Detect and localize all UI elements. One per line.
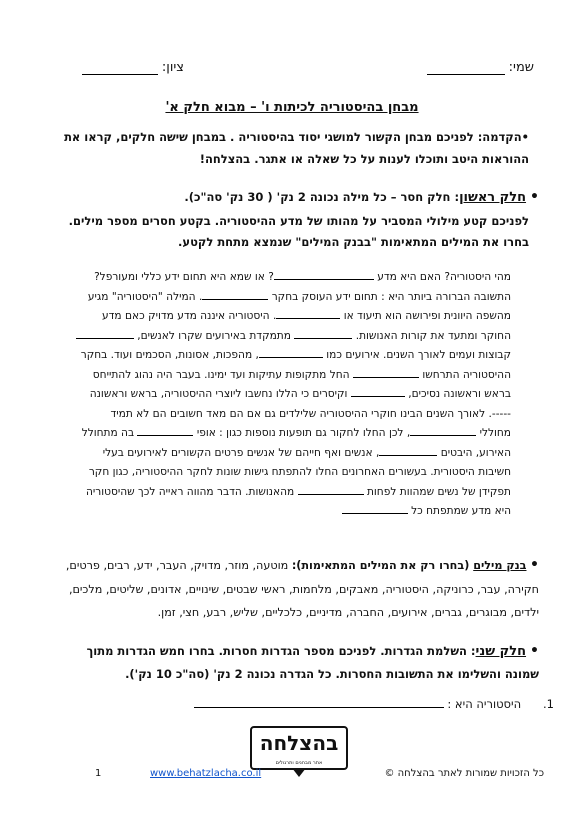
cloze-paragraph [71, 268, 511, 522]
intro-text: •הקדמה: לפניכם מבחן הקשור למושגי יסוד בהיסטוריה . במבחן שישה חלקים, קראו את ההוראות היטב ותוכלו לענות על כל שאלה או אתגר. בהצלחה! [64, 130, 529, 166]
blank-13[interactable] [342, 503, 408, 514]
part1-label: חלק ראשון [459, 190, 527, 205]
part2-label: חלק שני [475, 644, 527, 659]
para-text: היא מדע שמתפתח כל [411, 505, 511, 517]
para-text: , מהפכות, אסונות, הסכמים ועוד. בחקר [80, 349, 259, 361]
question-1-text: היסטוריה היא : [447, 697, 522, 711]
word-bank [49, 554, 539, 625]
word-bank-title: בנק מילים [473, 559, 527, 572]
para-text: התשובה הברורה ביותר היא : תחום ידע העוסק בחקר [271, 290, 511, 303]
part1-instructions: לפניכם קטע מילולי המסביר על מהותו של מדע ההיסטוריה. בקטע חסרים מספר מילים. בחרו את המילים המתאימות "בבנק המילים" שנמצא מתחת לקטע. [68, 214, 529, 249]
part2-bullet: • [530, 643, 539, 659]
para-text: ההיסטוריה התרחשו [422, 368, 511, 381]
para-text: תפקידן של נשים שמהוות לפחות [366, 485, 511, 498]
para-text: חשיבות היסטורית. בעשורים האחרונים החלו להתפתח גישות שונות לחקר ההיסטוריה, כגון חקר [88, 466, 511, 478]
para-text: , לכן החלו לחקור גם תופעות נוספות כגון : אופי [196, 427, 411, 439]
blank-12[interactable] [298, 484, 364, 495]
para-text: מהי היסטוריה? האם היא מדע [377, 271, 511, 283]
para-text: בה מתחולל [81, 427, 135, 439]
para-text: ? או שמא היא תחום ידע כללי ומעורפל? [94, 271, 274, 283]
para-text: מתמקדת באירועים שקרו לאנשים, [137, 329, 291, 342]
name-label: שמי: [508, 60, 534, 75]
para-text: החל מתקופות עתיקות ועד ימינו. בעבר היה נהוג להתייחס [92, 368, 350, 381]
para-text: קבוצות ועמים לאורך השנים. אירועים כמו [326, 349, 511, 361]
para-text: מהשפה היוונית ופירושה הוא תיעוד או [343, 310, 511, 322]
grade-field[interactable] [82, 60, 184, 75]
blank-6[interactable] [259, 347, 323, 358]
part1-heading-rest: : חלק חסר – כל מילה נכונה 2 נק' ( 30 נק' סה"כ). [184, 190, 460, 204]
part2-rest: : השלמת הגדרות. לפניכם מספר הגדרות חסרות. בחרו חמש הגדרות מתוך שמונה והשלימו את התשובות החסרות. כל הגדרה נכונה 2 נק' (סה"כ 10 נק'). [86, 644, 539, 681]
part1-bullet: • [530, 189, 539, 205]
word-bank-words: מוטעה, מוזר, מדויק, העבר, ידע, רבים, פרטים, חקירה, עבר, כרוניקה, היסטוריה, מאבקים, מלחמות, ראשי שבטים, שינויים, אדונים, שליטים, מלכים, ילדים, מבוגרים, גברים, אירועים, החברה, מדיניים, כלכליים, שליש, רבע, חצי, זמן. [65, 559, 539, 619]
word-bank-bullet: • [530, 557, 539, 573]
blank-4[interactable] [294, 328, 352, 339]
footer-link[interactable]: www.behatzlacha.co.il [150, 768, 262, 779]
logo-text: בהצלחה [259, 731, 339, 755]
para-text: מחוללי [479, 427, 511, 439]
blank-8[interactable] [351, 386, 405, 397]
grade-line[interactable] [82, 62, 158, 75]
question-1-answer-line[interactable] [194, 697, 444, 708]
question-1-number: 1. [543, 697, 554, 711]
para-text: , אנשים ואף חייהם של אנשים פרטים הקשורים לאירועים בעלי [102, 446, 380, 459]
logo-subtitle: אתר מבחנים ותרגולים [275, 760, 323, 766]
part2-heading [49, 640, 539, 685]
blank-5[interactable] [76, 328, 134, 339]
part1-heading [49, 186, 539, 209]
para-text: האירוע, היבטים [440, 446, 511, 459]
brand-logo [250, 726, 348, 770]
blank-2[interactable] [202, 289, 268, 300]
para-text: מהאנושות. הדבר מהווה ראייה לכך שהיסטוריה [85, 485, 295, 498]
blank-7[interactable] [353, 367, 419, 378]
para-text: החוקר ומתעד את קורות האנושות. [355, 329, 511, 342]
blank-11[interactable] [379, 445, 437, 456]
footer-rights: כל הזכויות שמורות לאתר בהצלחה © [384, 768, 544, 779]
para-text: בראש וראשונה נסיכים, [408, 388, 511, 400]
page-number: 1 [95, 768, 102, 779]
para-text: וקיסרים כי הללו נחשבו ליוצרי ההיסטוריה, בראש וראשונה [89, 388, 348, 400]
blank-3[interactable] [276, 308, 340, 319]
para-text: . היסטוריה איננה מדע מדויק כאם מדע [102, 310, 277, 322]
name-field[interactable] [427, 60, 534, 75]
logo-tail [292, 768, 306, 777]
word-bank-instruction: (בחרו רק את המילים המתאימות): [291, 559, 474, 572]
blank-1[interactable] [274, 269, 374, 280]
page-title: מבחן בהיסטוריה לכיתות ו' – מבוא חלק א' [165, 100, 419, 115]
para-text: . המילה "היסטוריה" מגיע [87, 290, 203, 303]
blank-10[interactable] [137, 425, 193, 436]
grade-label: ציון: [161, 60, 184, 75]
name-line[interactable] [427, 62, 505, 75]
blank-9[interactable] [410, 425, 476, 436]
para-text: -----. לאורך השנים הבינו חוקרי ההיסטוריה שלילדים גם אם הם מאד חשובים הם לא תמיד [110, 407, 511, 420]
question-1 [34, 697, 554, 711]
